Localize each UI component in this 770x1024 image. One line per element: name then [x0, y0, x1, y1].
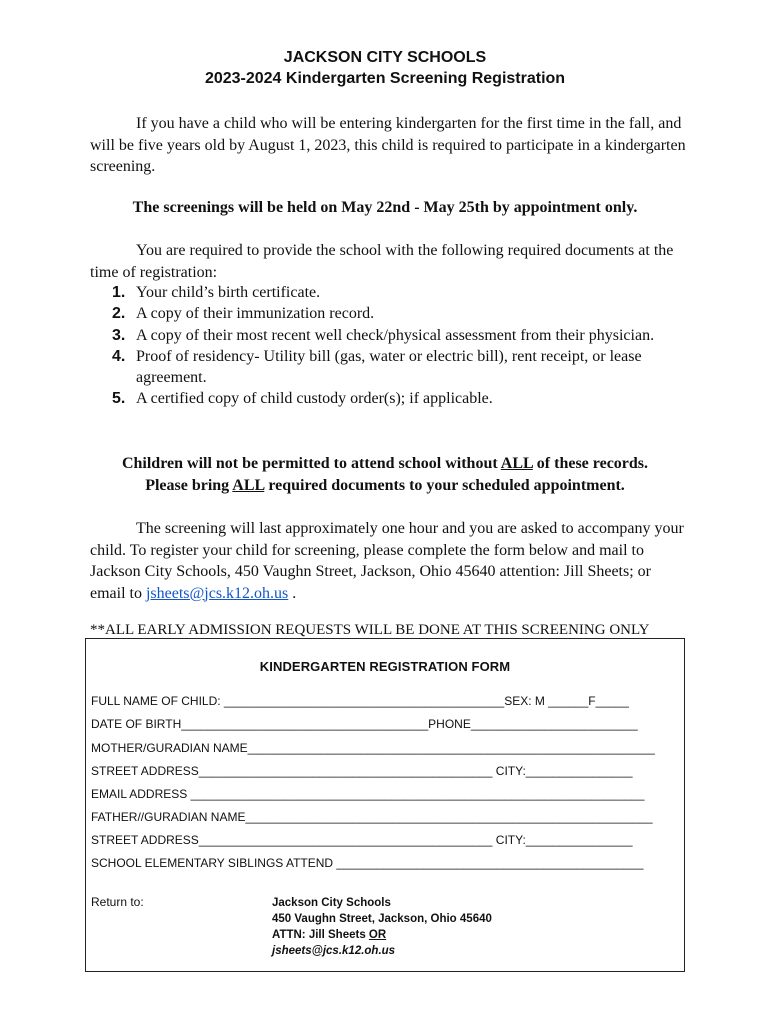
list-number: 4.: [112, 347, 126, 365]
form-title: KINDERGARTEN REGISTRATION FORM: [259, 659, 511, 674]
father-name-field[interactable]: FATHER//GURADIAN NAME_____________________________________________________________: [91, 810, 653, 824]
return-to-label: Return to:: [91, 895, 144, 909]
documents-intro: You are required to provide the school with the following required documents at the time of registration:: [90, 242, 674, 281]
list-item: [90, 388, 690, 409]
mother-name-field[interactable]: MOTHER/GURADIAN NAME_____________________________________________________________: [91, 741, 655, 755]
warning-line-2: Please bring ALL required documents to your scheduled appointment.: [145, 477, 625, 494]
warning-line-1: Children will not be permitted to attend school without ALL of these records.: [121, 455, 649, 472]
list-text: Your child’s birth certificate.: [136, 284, 321, 301]
list-number: 3.: [112, 326, 126, 344]
email-link[interactable]: jsheets@jcs.k12.oh.us: [145, 584, 289, 602]
list-item: [90, 303, 690, 324]
registration-paragraph: The screening will last approximately one hour and you are asked to accompany your child. To register your child for screening, please complete the form below and mail to Jackson City Schools, 450 Vaughn Street, Jackson, Ohio 45640 attention: Jill Sheets; or email to jsheets@jcs.k12.oh.us .: [90, 520, 684, 602]
early-admission-note: **ALL EARLY ADMISSION REQUESTS WILL BE DONE AT THIS SCREENING ONLY: [90, 622, 650, 638]
return-address: 450 Vaughn Street, Jackson, Ohio 45640: [272, 913, 492, 925]
school-name: JACKSON CITY SCHOOLS: [283, 49, 487, 66]
intro-paragraph: If you have a child who will be entering kindergarten for the first time in the fall, and will be five years old by August 1, 2023, this child is required to participate in a kindergarten screening.: [90, 115, 686, 175]
list-text: A copy of their most recent well check/physical assessment from their physician.: [136, 326, 655, 344]
return-name: Jackson City Schools: [272, 897, 391, 909]
list-number: 1.: [112, 284, 126, 301]
return-attn: ATTN: Jill Sheets OR: [272, 929, 387, 941]
list-item: [90, 346, 690, 389]
list-text: A certified copy of child custody order(s); if applicable.: [136, 390, 493, 408]
list-number: 5.: [112, 390, 126, 408]
street-address-city-field-2[interactable]: STREET ADDRESS____________________________________________ CITY:________________: [91, 833, 633, 847]
return-email[interactable]: jsheets@jcs.k12.oh.us: [272, 945, 396, 957]
street-address-city-field[interactable]: STREET ADDRESS____________________________________________ CITY:________________: [91, 764, 633, 778]
list-text: A copy of their immunization record.: [136, 305, 375, 323]
registration-form: [85, 638, 685, 972]
email-address-field[interactable]: EMAIL ADDRESS ____________________________________________________________________: [91, 787, 645, 801]
return-address-block: [272, 895, 492, 959]
required-documents-list: [90, 282, 690, 410]
child-name-sex-field[interactable]: FULL NAME OF CHILD: __________________________________________SEX: M ______F_____: [91, 694, 629, 708]
siblings-field[interactable]: SCHOOL ELEMENTARY SIBLINGS ATTEND ______________________________________________: [91, 856, 644, 870]
list-text: Proof of residency- Utility bill (gas, water or electric bill), rent receipt, or lease agreement.: [136, 347, 642, 387]
list-item: [90, 282, 690, 303]
list-number: 2.: [112, 305, 126, 323]
schedule-notice: The screenings will be held on May 22nd - May 25th by appointment only.: [132, 199, 638, 216]
list-item: [90, 325, 690, 346]
dob-phone-field[interactable]: DATE OF BIRTH_____________________________________PHONE_________________________: [91, 717, 638, 731]
page-title: 2023-2024 Kindergarten Screening Registration: [204, 70, 566, 87]
